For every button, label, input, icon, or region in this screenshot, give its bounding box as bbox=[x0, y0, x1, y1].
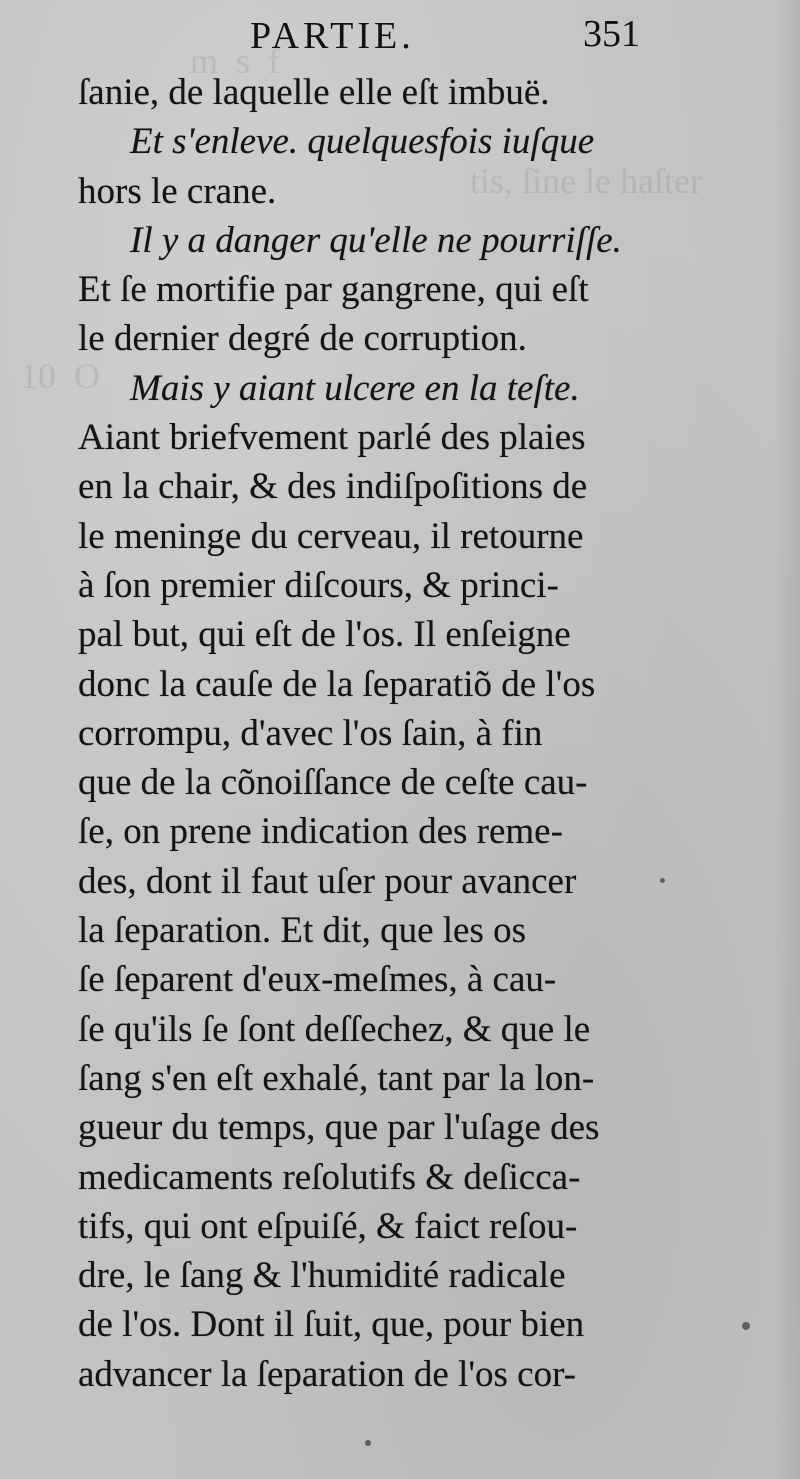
ink-speck bbox=[365, 1440, 371, 1446]
text-line: advancer la ſeparation de l'os cor- bbox=[78, 1353, 576, 1395]
page-number: 351 bbox=[583, 13, 640, 55]
text-line: pal but, qui eſt de l'os. Il enſeigne bbox=[78, 614, 571, 656]
text-line: le meninge du cerveau, il retourne bbox=[78, 515, 584, 557]
text-line: corrompu, d'avec l'os ſain, à fin bbox=[78, 712, 543, 754]
show-through-ghost-2: tis, ſine le haſter bbox=[470, 161, 702, 201]
ink-speck bbox=[660, 878, 665, 883]
page-edge-shadow bbox=[772, 0, 800, 1479]
running-head: PARTIE. bbox=[250, 15, 415, 57]
text-line: tifs, qui ont eſpuiſé, & faict reſou- bbox=[78, 1205, 578, 1247]
text-line: que de la cõnoiſſance de ceſte cau- bbox=[78, 762, 588, 804]
text-line: dre, le ſang & l'humidité radicale bbox=[78, 1255, 566, 1297]
text-line: Aiant briefvement parlé des plaies bbox=[78, 417, 586, 459]
text-line: en la chair, & des indiſpoſitions de bbox=[78, 466, 588, 508]
text-line: à ſon premier diſcours, & princi- bbox=[78, 564, 559, 606]
text-line: la ſeparation. Et dit, que les os bbox=[78, 910, 526, 952]
text-line: Il y a danger qu'elle ne pourriſſe. bbox=[130, 219, 622, 261]
show-through-ghost-1: m s f bbox=[190, 41, 280, 81]
body-text bbox=[78, 68, 638, 1399]
text-line: ſe ſeparent d'eux-meſmes, à cau- bbox=[78, 959, 557, 1001]
text-line: ſe qu'ils ſe ſont deſſechez, & que le bbox=[78, 1008, 591, 1050]
show-through-ghost-3: 10 O bbox=[20, 356, 100, 396]
text-line: ſang s'en eſt exhalé, tant par la lon- bbox=[78, 1057, 595, 1099]
text-line: des, dont il faut uſer pour avancer bbox=[78, 860, 577, 902]
text-line: ſanie, de laquelle elle eſt imbuë. bbox=[78, 72, 550, 113]
text-line: Et ſe mortifie par gangrene, qui eſt bbox=[78, 269, 589, 311]
text-line: Et s'enleve. quelquesfois iuſque bbox=[130, 121, 595, 163]
text-line: medicaments reſolutifs & deſicca- bbox=[78, 1156, 581, 1198]
text-line: donc la cauſe de la ſeparatiõ de l'os bbox=[78, 663, 596, 705]
text-line: Mais y aiant ulcere en la teſte. bbox=[130, 367, 580, 409]
page-header bbox=[0, 8, 800, 68]
ink-speck bbox=[742, 1322, 750, 1330]
text-line: de l'os. Dont il ſuit, que, pour bien bbox=[78, 1304, 585, 1346]
text-line: ſe, on prene indication des reme- bbox=[78, 811, 563, 853]
text-line: le dernier degré de corruption. bbox=[78, 318, 527, 360]
text-line: gueur du temps, que par l'uſage des bbox=[78, 1107, 600, 1149]
text-line: hors le crane. bbox=[78, 170, 277, 212]
